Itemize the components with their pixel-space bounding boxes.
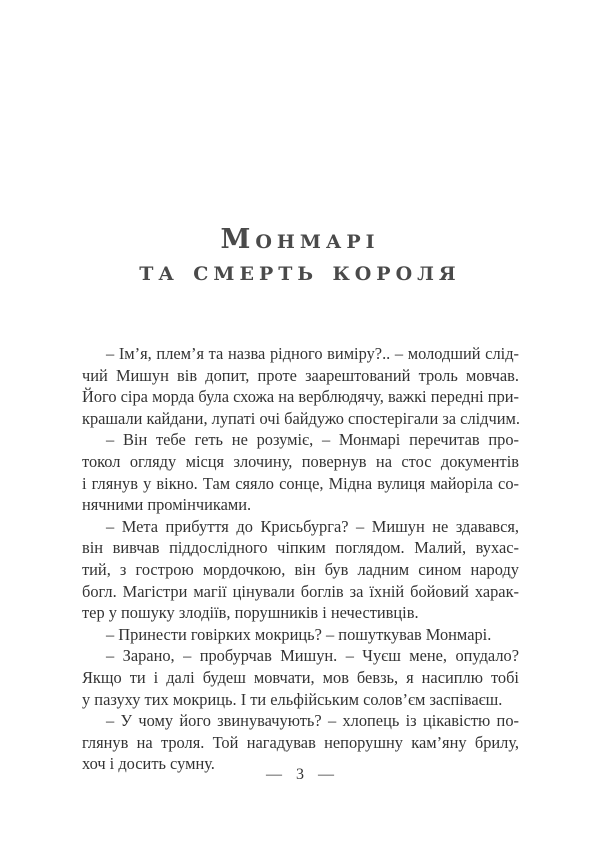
text-line: – Принести говірких мокриць? – пошуткував Монмарі. [106,624,492,644]
chapter-body [82,343,519,775]
text-line: – Він тебе геть не розуміє, – Монмарі перечитав про- [106,430,519,450]
text-line: чий Мишун вів допит, проте заарештований троль мовчав. [82,365,519,385]
chapter-title-line-2: та смерть короля [139,256,461,287]
text-line: тер у пошуку злодіїв, порушників і нечестивців. [82,603,419,623]
text-line: у пазуху тих мокриць. І ти ельфійським солов’єм заспіваєш. [82,689,503,709]
text-line: Його сіра морда була схожа на верблюдячу, важкі передні при- [82,387,519,407]
text-line: і глянув у вікно. Там сяяло сонце, Мідна вулиця майоріла со- [82,473,519,493]
text-line: нячними промінчиками. [82,495,252,515]
page-number-dash-left: — [266,766,282,783]
paragraph [82,343,519,429]
page-number [0,766,600,784]
text-line: – Зарано, – пробурчав Мишун. – Чуєш мене, опудало? [106,646,519,666]
text-line: – Мета прибуття до Крисьбурга? – Мишун не здавався, [106,516,519,536]
paragraph [82,624,519,646]
chapter-title-line-1: Монмарі [220,224,380,255]
text-line: крашали кайдани, лупаті очі байдужо спостерігали за слідчим. [82,408,521,428]
text-line: він вивчав піддослідного чіпким поглядом. Малий, вухас- [82,538,519,558]
text-line: глянув на троля. Той нагадував непорушну кам’яну брилу, [82,732,519,752]
paragraph [82,645,519,710]
paragraph [82,516,519,624]
page-number-dash-right: — [318,766,334,783]
paragraph [82,429,519,515]
text-line: тий, з гострою мордочкою, він був ладним сином народу [82,559,519,579]
text-line: богл. Магістри магії цінували боглів за їхній бойовий харак- [82,581,519,601]
text-line: хоч і досить сумну. [82,754,215,774]
text-line: – Ім’я, плем’я та назва рідного виміру?.. – молодший слід- [106,344,519,363]
page-number-value: 3 [296,766,304,783]
text-line: токол огляду місця злочину, повернув на стос документів [82,451,519,471]
text-line: – У чому його звинувачують? – хлопець із цікавістю по- [106,711,519,731]
text-line: Якщо ти і далі будеш мовчати, мов бевзь, я насиплю тобі [82,667,519,687]
